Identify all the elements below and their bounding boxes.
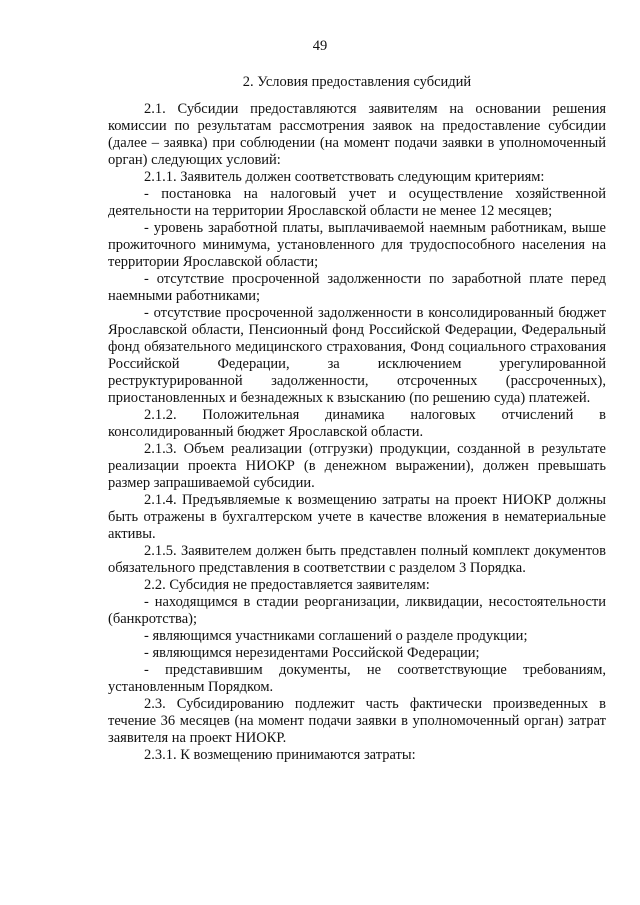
paragraph-2-1-2: 2.1.2. Положительная динамика налоговых отчислений в консолидированный бюджет Ярославской области. <box>108 407 606 440</box>
page-number: 49 <box>312 38 328 54</box>
paragraph-2-1-1: 2.1.1. Заявитель должен соответствовать следующим критериям: <box>144 169 545 185</box>
exclusion-psa-participants: - являющимся участниками соглашений о разделе продукции; <box>144 628 528 644</box>
paragraph-2-1: 2.1. Субсидии предоставляются заявителям на основании решения комиссии по результатам рассмотрения заявок на предоставление субсидии (далее – заявка) при соблюдении (на момент подачи заявки в уполномоченный орган) следующих условий: <box>108 101 606 168</box>
exclusion-nonresidents: - являющимся нерезидентами Российской Федерации; <box>144 645 480 661</box>
criterion-salary-level: - уровень заработной платы, выплачиваемой наемным работникам, выше прожиточного минимума, установленного для трудоспособного населения на территории Ярославской области; <box>108 220 606 270</box>
paragraph-2-1-5: 2.1.5. Заявителем должен быть представлен полный комплект документов обязательного представления в соответствии с разделом 3 Порядка. <box>108 543 606 576</box>
paragraph-2-1-4: 2.1.4. Предъявляемые к возмещению затраты на проект НИОКР должны быть отражены в бухгалтерском учете в качестве вложения в нематериальные активы. <box>108 492 606 542</box>
paragraph-2-1-3: 2.1.3. Объем реализации (отгрузки) продукции, созданной в результате реализации проекта НИОКР (в денежном выражении), должен превышать размер запрашиваемой субсидии. <box>108 441 606 491</box>
paragraph-2-3: 2.3. Субсидированию подлежит часть фактически произведенных в течение 36 месяцев (на момент подачи заявки в уполномоченный орган) затрат заявителя на проект НИОКР. <box>108 696 606 746</box>
document-body <box>108 101 606 764</box>
paragraph-2-2: 2.2. Субсидия не предоставляется заявителям: <box>144 577 430 593</box>
section-title: 2. Условия предоставления субсидий <box>242 74 472 90</box>
exclusion-reorganization: - находящимся в стадии реорганизации, ликвидации, несостоятельности (банкротства); <box>108 594 606 627</box>
exclusion-invalid-documents: - представившим документы, не соответствующие требованиям, установленным Порядком. <box>108 662 606 695</box>
criterion-tax-registration: - постановка на налоговый учет и осуществление хозяйственной деятельности на территории Ярославской области не менее 12 месяцев; <box>108 186 606 219</box>
criterion-no-budget-debt: - отсутствие просроченной задолженности в консолидированный бюджет Ярославской области, Пенсионный фонд Российской Федерации, Федеральный фонд обязательного медицинского страхования, Фонд социального страхования Российской Федерации, за исключением урегулированной реструктурированной задолженности, отсроченных (рассроченных), приостановленных и безнадежных к взысканию (по решению суда) платежей. <box>108 305 606 406</box>
criterion-no-salary-debt: - отсутствие просроченной задолженности по заработной плате перед наемными работниками; <box>108 271 606 304</box>
paragraph-2-3-1: 2.3.1. К возмещению принимаются затраты: <box>144 747 416 763</box>
